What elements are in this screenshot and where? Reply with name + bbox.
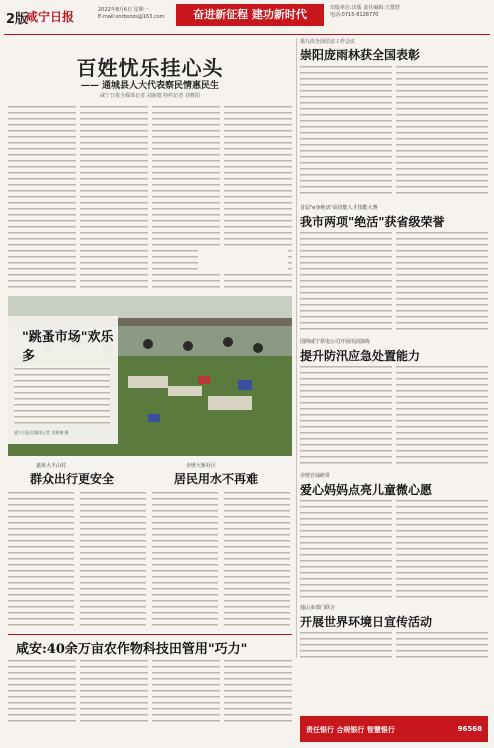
masthead xyxy=(0,0,494,32)
issue-email: E-mail:xnrbsnzs@163.com xyxy=(98,14,165,20)
lead-subhead: —— 通城县人大代表察民情惠民生 xyxy=(80,81,220,91)
lead-body-col-1 xyxy=(8,104,76,292)
bottom1-title: 群众出行更安全 xyxy=(30,472,115,486)
story4-body-col-2 xyxy=(396,498,488,602)
story1-title: 崇阳庞雨林获全国表彰 xyxy=(300,48,421,62)
story5-title: 开展世界环境日宣传活动 xyxy=(300,615,433,629)
story2-body-col-2 xyxy=(396,230,488,334)
bottom1-body-col-1 xyxy=(8,490,74,630)
story1-body-col-1 xyxy=(300,64,392,198)
column-divider xyxy=(296,38,297,658)
caption-box xyxy=(8,316,118,444)
story5-body-col-2 xyxy=(396,630,488,658)
story1-body-col-2 xyxy=(396,64,488,198)
bottom2-body-col-1 xyxy=(152,490,218,630)
caption-byline: 咸宁日报全媒体记者 吴彬德 摄 xyxy=(14,430,69,435)
editor-meta xyxy=(330,5,490,19)
page-number: 2版 xyxy=(6,12,29,27)
story1-kicker: 第九次全国信访工作会议 xyxy=(300,39,356,45)
bottom1-body-col-2 xyxy=(80,490,146,630)
ad-slogan: 责任银行 合规银行 智慧银行 xyxy=(306,726,395,734)
story5-kicker: 通山多部门联合 xyxy=(300,605,336,611)
story3-title: 提升防汛应急处置能力 xyxy=(300,349,421,363)
lead-end-gap xyxy=(198,250,288,270)
story4-body-col-1 xyxy=(300,498,392,602)
feature-body-col-1 xyxy=(8,658,76,724)
feature-body-col-3 xyxy=(152,658,220,724)
phone-line: 电话:0715-8128770 xyxy=(330,12,379,18)
lead-headline: 百姓忧乐挂心头 xyxy=(76,56,224,80)
market-photo xyxy=(8,296,292,456)
right-column xyxy=(300,38,488,658)
editor-line: 出版单位:出版 责任编辑:王群舒 xyxy=(330,5,400,11)
story5-body-col-1 xyxy=(300,630,392,658)
story3-kicker: 国网咸宁供电公司开展汛前演练 xyxy=(300,339,371,345)
feature-title: 咸安:40余万亩农作物科技田管用"巧力" xyxy=(16,642,248,657)
story3-body-col-1 xyxy=(300,364,392,468)
feature-rule xyxy=(8,634,292,635)
issue-meta xyxy=(98,7,165,21)
story2-kicker: 首届"e身绝活"高技能人才技能大赛 xyxy=(300,205,378,211)
story2-body-col-1 xyxy=(300,230,392,334)
story2-title: 我市两项"绝活"获省级荣誉 xyxy=(300,215,445,229)
masthead-rule xyxy=(4,34,490,35)
banner-slogan: 奋进新征程 建功新时代 xyxy=(176,4,324,26)
issue-date: 2022年8月6日 星期一 xyxy=(98,7,149,13)
bottom2-kicker: 赤壁大桥社区 xyxy=(186,463,217,469)
newspaper-name: 咸宁日报 xyxy=(26,10,75,24)
bank-ad xyxy=(300,716,488,742)
feature-body-col-2 xyxy=(80,658,148,724)
story4-kicker: 赤壁宫诵研讲 xyxy=(300,473,331,479)
ad-hotline: 96568 xyxy=(457,725,482,733)
bottom1-kicker: 嘉鱼大丰山村 xyxy=(36,463,67,469)
story4-title: 爱心妈妈点亮儿童微心愿 xyxy=(300,483,433,497)
caption-text xyxy=(14,366,110,424)
story3-body-col-2 xyxy=(396,364,488,468)
bottom2-title: 居民用水不再难 xyxy=(174,472,259,486)
bottom2-body-col-2 xyxy=(224,490,290,630)
feature-body-col-4 xyxy=(224,658,292,724)
lead-byline: 咸宁日报全媒体记者 刘新德 特约记者 刘曹阳 xyxy=(100,93,200,99)
lead-body-col-2 xyxy=(80,104,148,292)
caption-title: "跳蚤市场"欢乐多 xyxy=(22,330,114,364)
